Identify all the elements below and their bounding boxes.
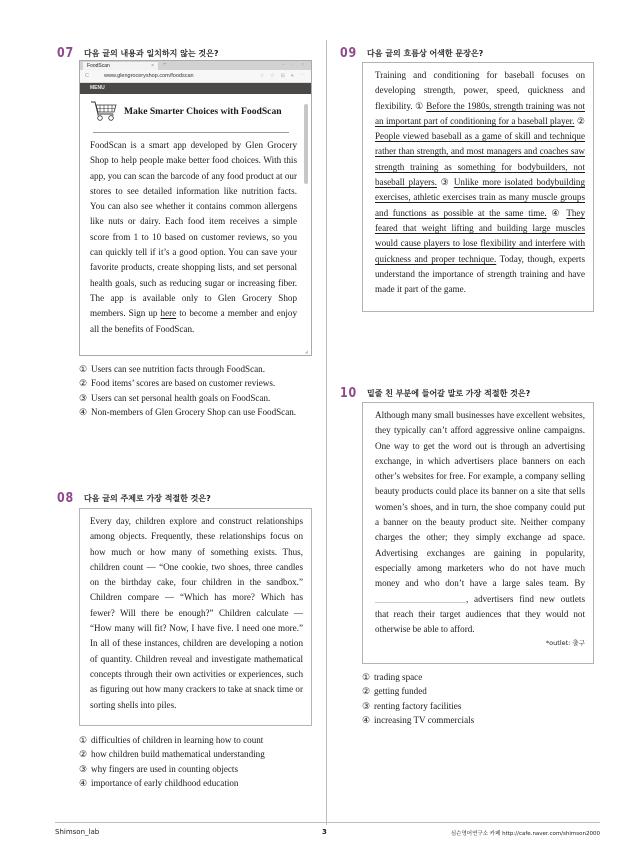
sentence-1-marker: ① <box>415 100 424 111</box>
choices-07 <box>79 362 324 419</box>
app-page-title: Make Smarter Choices with FoodScan <box>124 106 282 117</box>
question-09 <box>340 44 483 62</box>
choice-3[interactable]: ③ why fingers are used in counting objects <box>79 763 238 774</box>
sentence-2-marker: ② <box>576 115 585 126</box>
page-number: 3 <box>322 828 327 836</box>
menu-bar[interactable] <box>80 83 311 94</box>
sentence-1[interactable]: Before the 1980s, strength training was not an important part of conditioning for a baseball player. <box>375 100 586 126</box>
choice-2[interactable]: ② getting funded <box>362 686 427 697</box>
choice-2[interactable]: ② Food items’ scores are based on customer reviews. <box>79 378 276 389</box>
description-text: FoodScan is a smart app developed by Glen Grocery Shop to help people make better food choices. With this app, you can scan the barcode of any food product at our stores to see detailed information like nutrition facts. You can also see whether it contains common allergens like nuts or dairy. Each food item receives a simple score from 1 to 10 based on customer reviews, so you can quickly tell if it’s a good option. You can save your favorite products, create shopping lists, and set personal health goals, such as reducing sugar or increasing fiber. The app is available only to Glen Grocery Shop members. Sign up <box>90 140 297 319</box>
address-bar[interactable] <box>80 70 311 83</box>
passage-text: Although many small businesses have excellent websites, they typically can’t afford aggressive online campaigns. One way to get the word out is through an advertising exchange, in which advertisers place banners on each other’s websites for free. For example, a company selling beauty products could place its banner on a site that sells women’s shoes, and in turn, the shoe company could put a banner on the beauty product site. Neither company charges the other; they simply exchange ad space. Advertising exchanges are gaining in popularity, especially among marketers who do not have much money and who don’t have a large sales team. By <box>375 410 585 589</box>
choice-3[interactable]: ③ renting factory facilities <box>362 700 462 711</box>
toolbar-icons[interactable]: ☆ ☆ ⊞ ● ⋯ <box>259 73 307 79</box>
sign-up-link[interactable]: here <box>160 308 177 319</box>
question-prompt: 다음 글의 흐름상 어색한 문장은? <box>367 48 484 58</box>
choice-1[interactable]: ① trading space <box>362 672 423 682</box>
sentence-4-marker: ④ <box>551 207 562 218</box>
passage-09 <box>362 62 594 312</box>
passage-text: Every day, children explore and construct relationships among objects. Frequently, these relationships focus on how much or how many of something exists. Thus, children count — “One cookie, two shoes, three candles on the birthday cake, four children in the sandbox.” Children compare — “Which has more? Which has fewer? Will there be enough?” Children calculate — “How many will fit? Now, I have five. I need one more.” In all of these instances, children are developing a notion of quantity. Children reveal and investigate mathematical concepts through their own activities or experiences, such as figuring out how many crackers to take at snack time or sorting shells into piles. <box>90 516 303 710</box>
column-divider <box>326 40 327 825</box>
choice-4[interactable]: ④ increasing TV commercials <box>362 714 475 725</box>
passage-intro: Training and conditioning for baseball focuses on developing strength, power, speed, quickness and flexibility. <box>375 70 585 111</box>
url-text[interactable]: www.glengroceryshop.com/foodscan <box>104 73 194 79</box>
tab-bar <box>80 61 311 70</box>
footer-cafe-link[interactable]: 심슨영어연구소 카페 http://cafe.naver.com/shimson2000 <box>450 831 600 837</box>
question-number: 08 <box>57 490 75 506</box>
choice-4[interactable]: ④ Non-members of Glen Grocery Shop can use FoodScan. <box>79 406 297 417</box>
sentence-3-marker: ③ <box>440 177 451 188</box>
question-number: 07 <box>57 45 75 61</box>
question-prompt: 다음 글의 내용과 일치하지 않는 것은? <box>84 48 219 58</box>
question-number: 10 <box>340 385 358 401</box>
browser-window <box>79 60 312 356</box>
passage-10 <box>362 402 594 664</box>
question-prompt: 다음 글의 주제로 가장 적절한 것은? <box>84 493 211 503</box>
question-number: 09 <box>340 45 358 61</box>
choice-1[interactable]: ① difficulties of children in learning how to count <box>79 735 264 745</box>
menu-label[interactable]: MENU <box>90 85 105 91</box>
title-divider <box>93 132 289 133</box>
passage-text-end: , advertisers find new outlets that reach their target audiences that they would not otherwise be able to afford. <box>375 593 585 635</box>
shopping-cart-icon <box>90 100 118 122</box>
choices-10 <box>362 670 592 727</box>
question-10 <box>340 384 530 402</box>
choice-4[interactable]: ④ importance of early childhood education <box>79 777 239 788</box>
question-prompt: 밑줄 친 부분에 들어갈 말로 가장 적절한 것은? <box>367 388 531 398</box>
window-controls-icon[interactable]: – ▫ × <box>281 62 307 68</box>
app-description <box>90 138 297 337</box>
footer-divider <box>55 822 600 823</box>
choice-2[interactable]: ② how children build mathematical understanding <box>79 749 265 760</box>
sentence-2[interactable]: People viewed baseball as a game of skill and technique rather than strength, and most managers and coaches saw strength training as something for bodybuilders, not baseball players. <box>375 131 585 188</box>
resize-grip-icon[interactable]: ◢ <box>304 349 308 354</box>
new-tab-icon[interactable]: + <box>163 62 167 68</box>
sentence-4[interactable]: They feared that weight lifting and building large muscles would cause players to lose flexibility and interfere with quickness and proper technique. <box>375 207 586 264</box>
question-08 <box>57 489 211 507</box>
description-text-end: to become a member and enjoy all the benefits of FoodScan. <box>90 308 297 334</box>
passage-08 <box>79 508 312 726</box>
choice-1[interactable]: ① Users can see nutrition facts through FoodScan. <box>79 364 266 374</box>
reload-icon[interactable]: C <box>85 73 89 79</box>
choice-3[interactable]: ③ Users can set personal health goals on FoodScan. <box>79 392 271 403</box>
footnote: *outlet: 출구 <box>545 639 585 648</box>
footer-brand: Shimson_lab <box>55 828 100 836</box>
answer-blank[interactable]: ____________________ <box>375 593 466 604</box>
sentence-3[interactable]: Unlike more isolated bodybuilding exercises, athletic exercises train as many muscle groups and functions as possible at the same time. <box>375 177 585 218</box>
close-tab-icon[interactable]: × <box>151 63 154 69</box>
web-page-content <box>80 94 311 356</box>
choices-08 <box>79 733 324 790</box>
passage-outro: Today, though, experts understand the importance of strength training and have made it part of the game. <box>375 253 585 295</box>
browser-tab[interactable] <box>83 62 158 70</box>
tab-title: FoodScan <box>87 63 110 69</box>
scrollbar-thumb[interactable] <box>304 104 308 184</box>
